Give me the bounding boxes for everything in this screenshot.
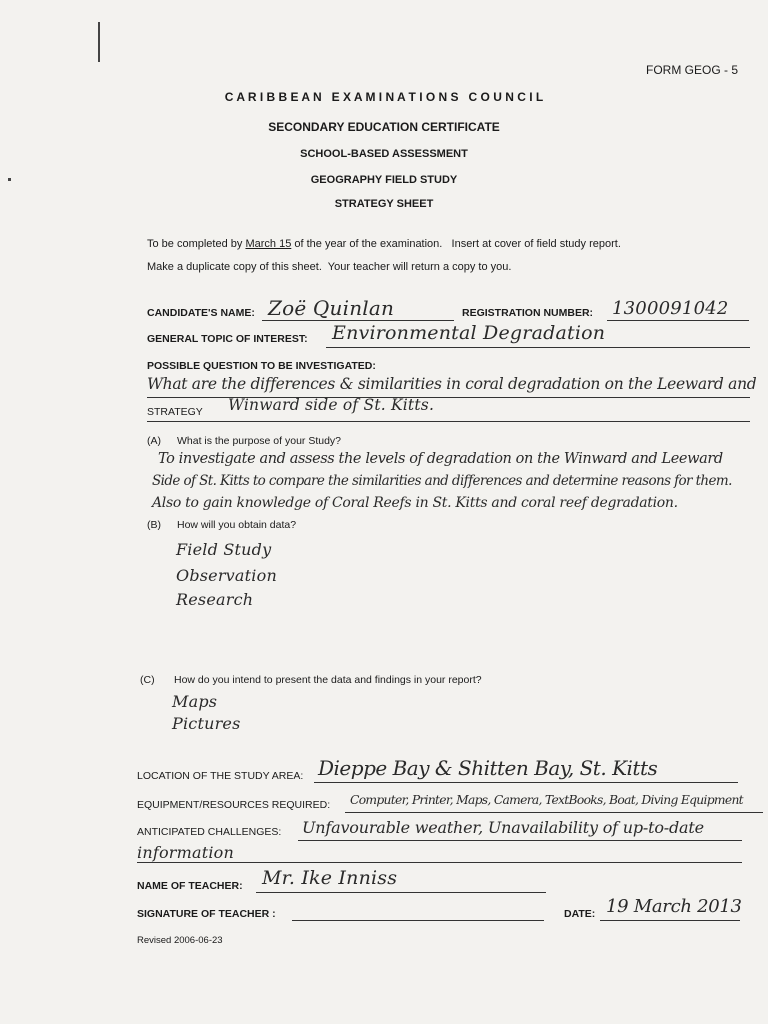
teacher-name-label: NAME OF TEACHER:: [137, 880, 243, 892]
location-line: [314, 782, 738, 783]
strategy-sheet-title: STRATEGY SHEET: [334, 198, 434, 210]
signature-label: SIGNATURE OF TEACHER :: [137, 908, 276, 920]
candidate-name-value: Zoë Quinlan: [268, 296, 395, 320]
certificate-title: SECONDARY EDUCATION CERTIFICATE: [268, 120, 500, 134]
present-letter: (C): [140, 674, 155, 686]
equipment-line: [345, 812, 763, 813]
present-item-maps: Maps: [172, 692, 218, 711]
challenges-line-1: Unfavourable weather, Unavailability of up-to-date: [302, 818, 704, 837]
registration-number-line: [607, 320, 749, 321]
location-value: Dieppe Bay & Shitten Bay, St. Kitts: [318, 756, 658, 780]
instructions-line-1: To be completed by March 15 of the year of the examination. Insert at cover of field study report.: [147, 238, 621, 250]
question-label: POSSIBLE QUESTION TO BE INVESTIGATED:: [147, 360, 376, 372]
obtain-item-observation: Observation: [176, 566, 277, 585]
question-line-1: What are the differences & similarities in coral degradation on the Leeward and: [147, 375, 757, 393]
purpose-line-3: Also to gain knowledge of Coral Reefs in St. Kitts and coral reef degradation.: [152, 495, 678, 511]
date-label: DATE:: [564, 908, 596, 920]
obtain-item-research: Research: [176, 590, 254, 609]
topic-label: GENERAL TOPIC OF INTEREST:: [147, 333, 308, 345]
present-label: How do you intend to present the data and findings in your report?: [174, 674, 482, 686]
strategy-label: STRATEGY: [147, 406, 203, 418]
obtain-item-field-study: Field Study: [176, 540, 272, 559]
purpose-label: What is the purpose of your Study?: [177, 435, 342, 447]
assessment-title: SCHOOL-BASED ASSESSMENT: [300, 148, 468, 160]
challenges-line-2: information: [137, 843, 235, 862]
candidate-name-label: CANDIDATE'S NAME:: [147, 307, 255, 319]
teacher-name-value: Mr. Ike Inniss: [262, 867, 398, 889]
signature-line: [292, 920, 544, 921]
topic-value: Environmental Degradation: [332, 322, 606, 344]
obtain-letter: (B): [147, 519, 161, 531]
deadline-date: March 15: [245, 238, 292, 250]
challenges-underline-2: [137, 862, 742, 863]
candidate-name-line: [262, 320, 454, 321]
purpose-line-1: To investigate and assess the levels of degradation on the Winward and Leeward: [158, 451, 723, 467]
field-study-title: GEOGRAPHY FIELD STUDY: [310, 174, 458, 186]
revised-date: Revised 2006-06-23: [137, 935, 223, 946]
challenges-label: ANTICIPATED CHALLENGES:: [137, 826, 282, 838]
purpose-line-2: Side of St. Kitts to compare the similarities and differences and determine reasons for them.: [152, 473, 732, 489]
purpose-letter: (A): [147, 435, 161, 447]
margin-mark: [98, 22, 100, 62]
form-code: FORM GEOG - 5: [646, 63, 739, 77]
instructions-line-2: Make a duplicate copy of this sheet. Your teacher will return a copy to you.: [147, 261, 512, 273]
registration-number-label: REGISTRATION NUMBER:: [462, 307, 594, 319]
question-underline-2: [147, 421, 750, 422]
teacher-name-line: [256, 892, 546, 893]
challenges-underline-1: [298, 840, 742, 841]
obtain-label: How will you obtain data?: [177, 519, 297, 531]
date-line: [600, 920, 740, 921]
registration-number-value: 1300091042: [612, 298, 729, 319]
question-line-2: Winward side of St. Kitts.: [228, 396, 435, 414]
location-label: LOCATION OF THE STUDY AREA:: [137, 770, 304, 782]
topic-line: [326, 347, 750, 348]
council-title: C A R I B B E A N E X A M I N A T I O N S C O U N C I L: [224, 90, 544, 104]
present-item-pictures: Pictures: [172, 714, 241, 733]
equipment-label: EQUIPMENT/RESOURCES REQUIRED:: [137, 799, 331, 811]
equipment-value: Computer, Printer, Maps, Camera, TextBooks, Boat, Diving Equipment: [350, 793, 743, 807]
date-value: 19 March 2013: [606, 896, 742, 917]
